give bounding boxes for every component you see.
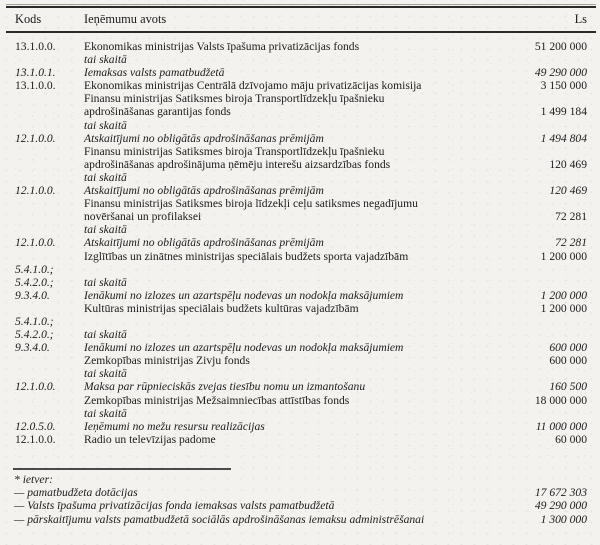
row-source: Finansu ministrijas Satiksmes biroja līdzekļi ceļu satiksmes negadījumu — [84, 197, 418, 211]
table-row — [15, 79, 587, 92]
row-code: 12.1.0.0. — [15, 184, 56, 198]
row-code: 9.3.4.0. — [15, 341, 50, 355]
row-code: 5.4.2.0.; — [15, 275, 54, 289]
footnote-section — [0, 472, 600, 526]
footnote-item — [14, 513, 587, 526]
row-amount: 160 500 — [549, 380, 587, 394]
table-body — [0, 33, 600, 446]
table-row — [15, 184, 587, 197]
footnote-item-amount: 17 672 303 — [534, 486, 587, 500]
row-amount: 1 200 000 — [540, 249, 587, 263]
row-code: 12.1.0.0. — [15, 236, 56, 250]
row-source: Ieņēmumi no mežu resursu realizācijas — [84, 419, 265, 433]
row-code: 13.1.0.0. — [15, 79, 56, 93]
table-row — [15, 263, 587, 276]
row-source: Izglītības un zinātnes ministrijas speciālais budžets sporta vajadzībām — [84, 249, 409, 263]
table-row — [15, 197, 587, 210]
row-source: Iemaksas valsts pamatbudžetā — [84, 66, 225, 80]
column-header-ienemumu-avots: Ieņēmumu avots — [84, 12, 167, 26]
table-row — [15, 105, 587, 118]
table-row — [15, 210, 587, 223]
row-source: Ienākumi no izlozes un azartspēļu nodevas un nodokļa maksājumiem — [84, 341, 404, 355]
footnote-items — [14, 486, 587, 526]
table-row — [15, 40, 587, 53]
row-source: tai skaitā — [84, 367, 127, 381]
row-code: 9.3.4.0. — [15, 288, 50, 302]
row-source: Radio un televīzijas padome — [84, 432, 216, 446]
table-row — [15, 171, 587, 184]
footnote-item — [14, 499, 587, 512]
table-row — [15, 289, 587, 302]
row-source: apdrošināšanas apdrošinājuma ņēmēju interešu aizsardzības fonds — [84, 157, 391, 171]
footnote-item-amount: 49 290 000 — [534, 499, 587, 513]
row-amount: 3 150 000 — [540, 79, 587, 93]
top-rule-thin — [6, 4, 596, 5]
table-row — [15, 354, 587, 367]
row-source: Atskaitījumi no obligātās apdrošināšanas prēmijām — [84, 184, 324, 198]
table-row — [15, 367, 587, 380]
row-code: 5.4.1.0.; — [15, 262, 54, 276]
row-code: 12.1.0.0. — [15, 432, 56, 446]
row-source: tai skaitā — [84, 118, 127, 132]
table-row — [15, 145, 587, 158]
table-row — [15, 380, 587, 393]
row-source: tai skaitā — [84, 53, 127, 67]
row-code: 13.1.0.1. — [15, 66, 56, 80]
table-row — [15, 302, 587, 315]
row-source: tai skaitā — [84, 223, 127, 237]
row-amount: 1 494 804 — [540, 131, 587, 145]
table-row — [15, 433, 587, 446]
row-source: Finansu ministrijas Satiksmes biroja Transportlīdzekļu īpašnieku — [84, 92, 385, 106]
table-row — [15, 236, 587, 249]
row-code: 12.1.0.0. — [15, 131, 56, 145]
row-amount: 600 000 — [549, 341, 587, 355]
row-amount: 72 281 — [555, 236, 587, 250]
row-source: Ekonomikas ministrijas Centrālā dzīvojamo māju privatizācijas komisija — [84, 79, 422, 93]
row-amount: 72 281 — [555, 210, 587, 224]
table-row — [15, 223, 587, 236]
row-source: tai skaitā — [84, 275, 127, 289]
table-header-row — [0, 8, 600, 31]
footnote-item-amount: 1 300 000 — [540, 512, 587, 526]
row-source: Atskaitījumi no obligātās apdrošināšanas prēmijām — [84, 131, 324, 145]
row-source: tai skaitā — [84, 170, 127, 184]
row-code: 5.4.2.0.; — [15, 328, 54, 342]
row-amount: 18 000 000 — [534, 393, 587, 407]
footnote-item-text: — pamatbudžeta dotācijas — [14, 486, 138, 500]
table-row — [15, 53, 587, 66]
table-row — [15, 420, 587, 433]
table-row — [15, 315, 587, 328]
row-source: Kultūras ministrijas speciālais budžets kultūras vajadzībām — [84, 301, 359, 315]
table-row — [15, 119, 587, 132]
row-source: apdrošināšanas garantijas fonds — [84, 105, 231, 119]
row-amount: 60 000 — [555, 432, 587, 446]
table-row — [15, 132, 587, 145]
table-row — [15, 328, 587, 341]
row-amount: 600 000 — [549, 354, 587, 368]
row-amount: 120 469 — [549, 157, 587, 171]
row-source: tai skaitā — [84, 328, 127, 342]
footnote-item-text: — Valsts īpašuma privatizācijas fonda iemaksas valsts pamatbudžetā — [14, 499, 335, 513]
row-amount: 51 200 000 — [534, 40, 587, 53]
table-row — [15, 92, 587, 105]
column-header-ls: Ls — [574, 12, 587, 26]
table-row — [15, 394, 587, 407]
row-source: Atskaitījumi no obligātās apdrošināšanas prēmijām — [84, 236, 324, 250]
table-row — [15, 276, 587, 289]
row-source: novēršanai un profilaksei — [84, 210, 202, 224]
footnote-separator-rule — [13, 468, 231, 470]
row-source: Zemkopības ministrijas Mežsaimniecības attīstības fonds — [84, 393, 350, 407]
row-code: 5.4.1.0.; — [15, 314, 54, 328]
table-row — [15, 158, 587, 171]
footnote-label: * ietver: — [14, 472, 53, 486]
table-row — [15, 66, 587, 79]
row-amount: 1 200 000 — [540, 288, 587, 302]
row-amount: 1 200 000 — [540, 301, 587, 315]
column-header-kods: Kods — [15, 12, 42, 26]
row-source: tai skaitā — [84, 406, 127, 420]
row-code: 12.1.0.0. — [15, 380, 56, 394]
row-source: Zemkopības ministrijas Zivju fonds — [84, 354, 250, 368]
row-code: 12.0.5.0. — [15, 419, 56, 433]
row-amount: 120 469 — [549, 184, 587, 198]
row-source: Ienākumi no izlozes un azartspēļu nodevas un nodokļa maksājumiem — [84, 288, 404, 302]
row-amount: 1 499 184 — [540, 105, 587, 119]
row-source: Finansu ministrijas Satiksmes biroja Transportlīdzekļu īpašnieku — [84, 144, 385, 158]
table-row — [15, 250, 587, 263]
row-code: 13.1.0.0. — [15, 40, 56, 53]
table-row — [15, 341, 587, 354]
row-source: Maksa par rūpnieciskās zvejas tiesību nomu un izmantošanu — [84, 380, 366, 394]
table-row — [15, 407, 587, 420]
footnote-item — [14, 486, 587, 499]
row-source: Ekonomikas ministrijas Valsts īpašuma privatizācijas fonds — [84, 40, 360, 53]
footnote-item-text: — pārskaitījumu valsts pamatbudžetā sociālās apdrošināšanas iemaksu administrēšanai — [14, 512, 425, 526]
row-amount: 49 290 000 — [534, 66, 587, 80]
row-amount: 11 000 000 — [535, 419, 587, 433]
